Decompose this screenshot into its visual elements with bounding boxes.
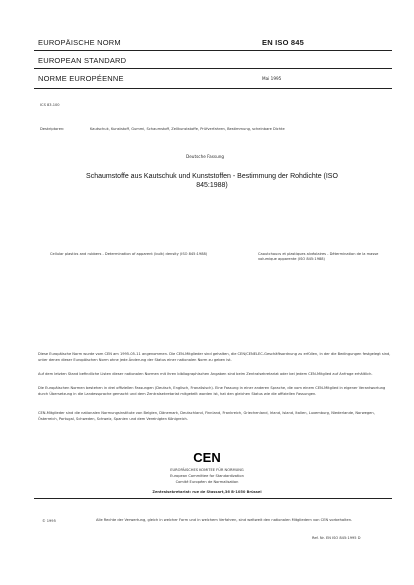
cen-logo: CEN	[193, 450, 221, 465]
cen-name-de: EUROPÄISCHES KOMITEE FÜR NORMUNG	[170, 468, 244, 472]
norm-title-fr: NORME EUROPÉENNE	[38, 74, 124, 83]
keywords: Kautschuk, Kunststoff, Gummi, Schaumstoff, Zellkunststoffe, Prüfverfahren, Bestimmung, scheinbare Dichte	[90, 127, 285, 131]
standard-number: EN ISO 845	[262, 38, 305, 47]
version-label: Deutsche Fassung	[186, 154, 225, 159]
title-fr: Caoutchoucs et plastiques alvéolaires - Détermination de la masse volumique apparente (ISO 845:1988)	[258, 252, 379, 261]
divider	[34, 68, 392, 69]
cen-name-en: European Committee for Standardization	[170, 474, 244, 478]
keywords-label: Deskriptoren:	[40, 127, 65, 131]
reference-number: Ref. Nr. EN ISO 845:1995 D	[312, 536, 361, 540]
divider	[34, 50, 392, 51]
rights-notice: Alle Rechte der Verwertung, gleich in welcher Form und in welchem Verfahren, sind weltweit den nationalen Mitgliedern von CEN vorbehalten.	[96, 518, 353, 522]
cen-address: Zentralsekretariat: rue de Stassart,36 B-1050 Brüssel	[152, 490, 262, 494]
title-en: Cellular plastics and rubbers - Determination of apparent (bulk) density (ISO 845:1988)	[50, 252, 208, 256]
paragraph-lists: Auf dem letzten Stand befindliche Listen dieser nationalen Normen mit ihren bibliographischen Angaben sind beim Zentralsekretariat oder bei jedem CEN-Mitglied auf Anfrage erhältlich.	[38, 372, 373, 376]
norm-title-en: EUROPEAN STANDARD	[38, 56, 127, 65]
norm-title-de: EUROPÄISCHE NORM	[38, 38, 121, 47]
paragraph-members: CEN-Mitglieder sind die nationalen Normungsinstitute von Belgien, Dänemark, Deutschland, Finnland, Frankreich, Griechenland, Irland, Island, Italien, Luxemburg, Niederlande, Norwegen, Österreich, Portugal, Schweden, Schweiz, Spanien und dem Vereinigten Königreich.	[38, 411, 375, 421]
paragraph-adoption: Diese Europäische Norm wurde vom CEN am 1995-05-11 angenommen. Die CEN-Mitglieder sind gehalten, die CEN/CENELEC-Geschäftsordnung zu erfüllen, in der die Bedingungen festgelegt sind, unter denen dieser Europäischen Norm ohne jede Änderung der Status einer nationalen Norm zu geben ist.	[38, 352, 391, 362]
copyright: © 1995	[42, 519, 56, 523]
issue-date: Mai 1995	[262, 76, 282, 81]
divider	[34, 88, 392, 89]
document-title: Schaumstoffe aus Kautschuk und Kunststoffen - Bestimmung der Rohdichte (ISO 845:1988)	[86, 173, 338, 189]
paragraph-languages: Die Europäischen Normen bestehen in drei offiziellen Fassungen (Deutsch, Englisch, Französisch). Eine Fassung in einer anderen Sprache, die vom einem CEN-Mitglied in eigener Verantwortung durch Übersetzung in die Landessprache gemacht und dem Zentralsekretariat mitgeteilt worden ist, hat den gleichen Status wie die offiziellen Fassungen.	[38, 386, 386, 396]
ics-code: ICS 83.100	[40, 103, 60, 107]
divider	[34, 498, 392, 499]
cen-name-fr: Comité Européen de Normalisation	[175, 480, 239, 484]
